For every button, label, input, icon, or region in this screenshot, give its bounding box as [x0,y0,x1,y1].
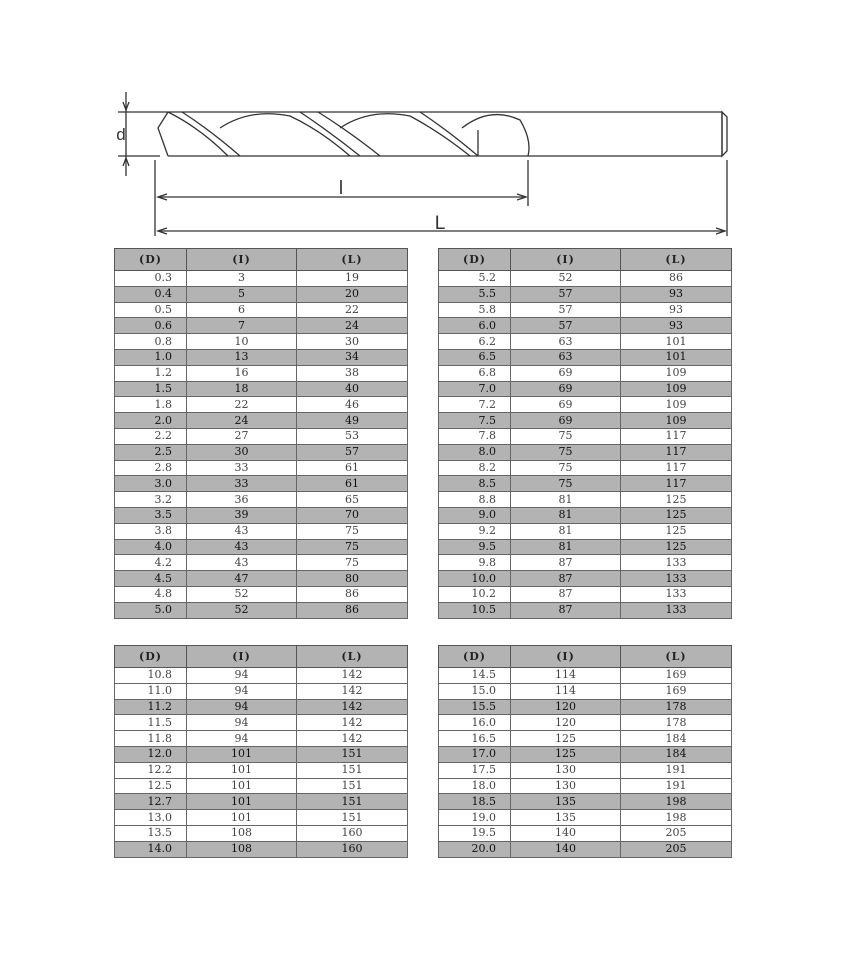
cell-overall-length: 125 [621,523,732,539]
table-row [115,413,408,429]
cell-diameter: 16.5 [439,731,511,747]
cell-overall-length: 133 [621,602,732,618]
cell-overall-length: 184 [621,746,732,762]
cell-overall-length: 22 [297,302,408,318]
table-row [115,460,408,476]
cell-overall-length: 19 [297,271,408,287]
table-row [115,334,408,350]
cell-diameter: 6.5 [439,349,511,365]
cell-diameter: 3.0 [115,476,187,492]
cell-flute-length: 125 [511,731,621,747]
cell-diameter: 12.7 [115,794,187,810]
cell-diameter: 3.2 [115,492,187,508]
cell-overall-length: 101 [621,349,732,365]
cell-diameter: 4.8 [115,586,187,602]
cell-flute-length: 27 [187,428,297,444]
cell-flute-length: 75 [511,460,621,476]
cell-diameter: 1.8 [115,397,187,413]
table-row [115,683,408,699]
cell-diameter: 12.2 [115,762,187,778]
cell-flute-length: 101 [187,778,297,794]
table-row [115,476,408,492]
table-row [439,286,732,302]
cell-flute-length: 52 [187,602,297,618]
table-row [439,555,732,571]
table-row [439,318,732,334]
drill-flutes [168,112,529,156]
cell-overall-length: 178 [621,715,732,731]
header-flute-length: (I) [187,249,297,271]
cell-flute-length: 108 [187,841,297,857]
cell-flute-length: 101 [187,762,297,778]
cell-overall-length: 184 [621,731,732,747]
header-flute-length: (I) [511,249,621,271]
cell-overall-length: 38 [297,365,408,381]
table-header-row [439,249,732,271]
cell-flute-length: 18 [187,381,297,397]
cell-diameter: 8.8 [439,492,511,508]
cell-diameter: 5.2 [439,271,511,287]
table-row [439,586,732,602]
table-row [115,602,408,618]
header-overall-length: (L) [297,646,408,668]
dim-label-l: l [338,178,344,199]
cell-flute-length: 16 [187,365,297,381]
drill-bit-diagram [0,0,850,240]
table-row [439,444,732,460]
cell-diameter: 12.0 [115,746,187,762]
cell-diameter: 1.0 [115,349,187,365]
cell-overall-length: 75 [297,555,408,571]
header-flute-length: (I) [187,646,297,668]
cell-flute-length: 69 [511,381,621,397]
table-row [439,683,732,699]
cell-flute-length: 43 [187,539,297,555]
cell-diameter: 2.5 [115,444,187,460]
table-row [115,668,408,684]
table-row [115,428,408,444]
cell-overall-length: 133 [621,555,732,571]
cell-overall-length: 160 [297,825,408,841]
cell-flute-length: 108 [187,825,297,841]
cell-flute-length: 6 [187,302,297,318]
cell-overall-length: 160 [297,841,408,857]
cell-overall-length: 101 [621,334,732,350]
cell-overall-length: 169 [621,668,732,684]
cell-diameter: 3.8 [115,523,187,539]
cell-overall-length: 86 [297,602,408,618]
cell-diameter: 5.8 [439,302,511,318]
drill-shank-end [722,112,727,156]
cell-diameter: 0.3 [115,271,187,287]
cell-flute-length: 81 [511,507,621,523]
cell-overall-length: 75 [297,539,408,555]
table-row [439,715,732,731]
cell-diameter: 10.5 [439,602,511,618]
cell-diameter: 8.5 [439,476,511,492]
table-row [439,810,732,826]
cell-flute-length: 33 [187,476,297,492]
table-row [439,571,732,587]
drill-tip [158,112,168,156]
table-row [439,778,732,794]
cell-flute-length: 114 [511,683,621,699]
table-row [115,762,408,778]
cell-flute-length: 47 [187,571,297,587]
table-row [115,555,408,571]
cell-flute-length: 140 [511,825,621,841]
header-diameter: (D) [439,249,511,271]
cell-flute-length: 81 [511,523,621,539]
cell-diameter: 13.0 [115,810,187,826]
table-row [439,492,732,508]
cell-flute-length: 130 [511,762,621,778]
cell-overall-length: 151 [297,778,408,794]
header-overall-length: (L) [297,249,408,271]
cell-diameter: 11.8 [115,731,187,747]
cell-overall-length: 109 [621,381,732,397]
table-row [439,825,732,841]
cell-diameter: 11.2 [115,699,187,715]
cell-flute-length: 125 [511,746,621,762]
cell-diameter: 18.0 [439,778,511,794]
cell-diameter: 13.5 [115,825,187,841]
cell-flute-length: 81 [511,492,621,508]
cell-overall-length: 151 [297,746,408,762]
cell-overall-length: 142 [297,715,408,731]
cell-flute-length: 87 [511,602,621,618]
cell-diameter: 3.5 [115,507,187,523]
cell-overall-length: 86 [621,271,732,287]
cell-flute-length: 52 [187,586,297,602]
cell-diameter: 6.2 [439,334,511,350]
cell-diameter: 12.5 [115,778,187,794]
cell-flute-length: 3 [187,271,297,287]
table-row [115,841,408,857]
cell-overall-length: 205 [621,825,732,841]
cell-overall-length: 198 [621,794,732,810]
cell-overall-length: 61 [297,476,408,492]
cell-diameter: 15.0 [439,683,511,699]
header-diameter: (D) [439,646,511,668]
cell-diameter: 8.2 [439,460,511,476]
table-header-row [439,646,732,668]
cell-overall-length: 24 [297,318,408,334]
header-overall-length: (L) [621,249,732,271]
table-row [115,778,408,794]
table-row [115,349,408,365]
cell-diameter: 14.5 [439,668,511,684]
cell-flute-length: 57 [511,286,621,302]
table-row [115,794,408,810]
cell-overall-length: 178 [621,699,732,715]
cell-diameter: 4.5 [115,571,187,587]
table-row [115,381,408,397]
cell-flute-length: 24 [187,413,297,429]
cell-flute-length: 69 [511,413,621,429]
table-row [439,699,732,715]
cell-flute-length: 135 [511,810,621,826]
table-row [115,302,408,318]
cell-diameter: 10.8 [115,668,187,684]
table-row [115,571,408,587]
table-row [115,746,408,762]
cell-overall-length: 142 [297,699,408,715]
table-row [115,365,408,381]
cell-flute-length: 75 [511,476,621,492]
table-row [439,746,732,762]
table-row [115,539,408,555]
table-row [439,507,732,523]
table-row [439,731,732,747]
table-row [439,476,732,492]
cell-diameter: 19.0 [439,810,511,826]
cell-diameter: 0.8 [115,334,187,350]
cell-flute-length: 94 [187,683,297,699]
cell-overall-length: 49 [297,413,408,429]
cell-diameter: 19.5 [439,825,511,841]
cell-flute-length: 63 [511,349,621,365]
cell-diameter: 7.0 [439,381,511,397]
table-row [115,699,408,715]
cell-overall-length: 93 [621,286,732,302]
cell-overall-length: 80 [297,571,408,587]
table-row [115,271,408,287]
cell-diameter: 20.0 [439,841,511,857]
cell-diameter: 6.8 [439,365,511,381]
cell-flute-length: 22 [187,397,297,413]
table-row [439,302,732,318]
cell-overall-length: 61 [297,460,408,476]
cell-overall-length: 117 [621,460,732,476]
spec-table-2 [438,248,732,619]
cell-overall-length: 53 [297,428,408,444]
cell-overall-length: 125 [621,507,732,523]
table-row [115,523,408,539]
table-row [115,731,408,747]
cell-flute-length: 57 [511,302,621,318]
dim-label-d: d [116,125,126,144]
cell-flute-length: 33 [187,460,297,476]
table-row [439,349,732,365]
cell-diameter: 4.0 [115,539,187,555]
table-row [439,841,732,857]
cell-diameter: 7.8 [439,428,511,444]
cell-diameter: 11.5 [115,715,187,731]
cell-flute-length: 75 [511,428,621,444]
cell-overall-length: 191 [621,778,732,794]
cell-flute-length: 114 [511,668,621,684]
cell-overall-length: 109 [621,365,732,381]
cell-overall-length: 117 [621,428,732,444]
cell-diameter: 0.4 [115,286,187,302]
cell-overall-length: 198 [621,810,732,826]
cell-flute-length: 30 [187,444,297,460]
cell-flute-length: 43 [187,555,297,571]
cell-flute-length: 94 [187,715,297,731]
cell-flute-length: 87 [511,586,621,602]
cell-diameter: 14.0 [115,841,187,857]
cell-diameter: 17.0 [439,746,511,762]
table-row [115,586,408,602]
cell-overall-length: 70 [297,507,408,523]
cell-diameter: 5.0 [115,602,187,618]
cell-diameter: 2.8 [115,460,187,476]
table-row [439,271,732,287]
cell-diameter: 6.0 [439,318,511,334]
cell-flute-length: 36 [187,492,297,508]
table-row [115,444,408,460]
cell-diameter: 15.5 [439,699,511,715]
cell-flute-length: 87 [511,555,621,571]
cell-overall-length: 142 [297,731,408,747]
cell-diameter: 10.0 [439,571,511,587]
header-diameter: (D) [115,646,187,668]
table-row [115,810,408,826]
cell-diameter: 2.2 [115,428,187,444]
cell-diameter: 7.2 [439,397,511,413]
header-flute-length: (I) [511,646,621,668]
cell-overall-length: 20 [297,286,408,302]
table-row [439,668,732,684]
cell-overall-length: 93 [621,318,732,334]
cell-overall-length: 40 [297,381,408,397]
cell-flute-length: 81 [511,539,621,555]
cell-flute-length: 94 [187,668,297,684]
cell-overall-length: 125 [621,539,732,555]
table-row [439,539,732,555]
cell-flute-length: 101 [187,810,297,826]
cell-overall-length: 133 [621,586,732,602]
cell-diameter: 9.0 [439,507,511,523]
table-row [115,318,408,334]
cell-overall-length: 86 [297,586,408,602]
spec-table-1 [114,248,408,619]
cell-flute-length: 69 [511,397,621,413]
cell-diameter: 10.2 [439,586,511,602]
table-row [115,825,408,841]
cell-overall-length: 34 [297,349,408,365]
table-row [439,428,732,444]
cell-overall-length: 151 [297,762,408,778]
cell-flute-length: 13 [187,349,297,365]
table-row [439,762,732,778]
cell-overall-length: 109 [621,397,732,413]
table-row [439,413,732,429]
cell-diameter: 4.2 [115,555,187,571]
cell-flute-length: 135 [511,794,621,810]
cell-diameter: 11.0 [115,683,187,699]
cell-flute-length: 43 [187,523,297,539]
dim-label-L: L [434,213,446,234]
cell-flute-length: 7 [187,318,297,334]
spec-table-3 [114,645,408,858]
cell-overall-length: 117 [621,444,732,460]
cell-flute-length: 140 [511,841,621,857]
table-row [439,381,732,397]
cell-flute-length: 120 [511,699,621,715]
cell-flute-length: 52 [511,271,621,287]
cell-flute-length: 57 [511,318,621,334]
cell-diameter: 9.5 [439,539,511,555]
header-overall-length: (L) [621,646,732,668]
cell-overall-length: 151 [297,810,408,826]
cell-diameter: 8.0 [439,444,511,460]
cell-overall-length: 65 [297,492,408,508]
cell-diameter: 1.2 [115,365,187,381]
cell-overall-length: 125 [621,492,732,508]
cell-diameter: 16.0 [439,715,511,731]
cell-flute-length: 39 [187,507,297,523]
cell-flute-length: 5 [187,286,297,302]
cell-flute-length: 130 [511,778,621,794]
table-row [439,460,732,476]
cell-flute-length: 94 [187,731,297,747]
cell-overall-length: 117 [621,476,732,492]
cell-overall-length: 30 [297,334,408,350]
cell-flute-length: 69 [511,365,621,381]
cell-flute-length: 120 [511,715,621,731]
table-row [115,397,408,413]
table-row [115,286,408,302]
cell-diameter: 1.5 [115,381,187,397]
cell-flute-length: 10 [187,334,297,350]
cell-diameter: 17.5 [439,762,511,778]
spec-table-4 [438,645,732,858]
cell-flute-length: 75 [511,444,621,460]
cell-overall-length: 75 [297,523,408,539]
cell-overall-length: 93 [621,302,732,318]
cell-flute-length: 101 [187,794,297,810]
cell-overall-length: 46 [297,397,408,413]
cell-overall-length: 169 [621,683,732,699]
table-row [439,397,732,413]
table-row [439,794,732,810]
cell-flute-length: 94 [187,699,297,715]
cell-diameter: 0.6 [115,318,187,334]
cell-flute-length: 87 [511,571,621,587]
cell-overall-length: 142 [297,668,408,684]
cell-flute-length: 63 [511,334,621,350]
cell-diameter: 5.5 [439,286,511,302]
cell-overall-length: 151 [297,794,408,810]
cell-diameter: 18.5 [439,794,511,810]
cell-diameter: 2.0 [115,413,187,429]
cell-overall-length: 205 [621,841,732,857]
table-row [115,492,408,508]
cell-diameter: 0.5 [115,302,187,318]
cell-overall-length: 142 [297,683,408,699]
table-row [439,365,732,381]
cell-diameter: 7.5 [439,413,511,429]
cell-overall-length: 191 [621,762,732,778]
cell-diameter: 9.8 [439,555,511,571]
table-row [439,602,732,618]
table-row [115,507,408,523]
table-row [439,523,732,539]
header-diameter: (D) [115,249,187,271]
table-row [115,715,408,731]
table-header-row [115,249,408,271]
cell-overall-length: 57 [297,444,408,460]
cell-flute-length: 101 [187,746,297,762]
cell-overall-length: 109 [621,413,732,429]
table-header-row [115,646,408,668]
cell-overall-length: 133 [621,571,732,587]
table-row [439,334,732,350]
cell-diameter: 9.2 [439,523,511,539]
